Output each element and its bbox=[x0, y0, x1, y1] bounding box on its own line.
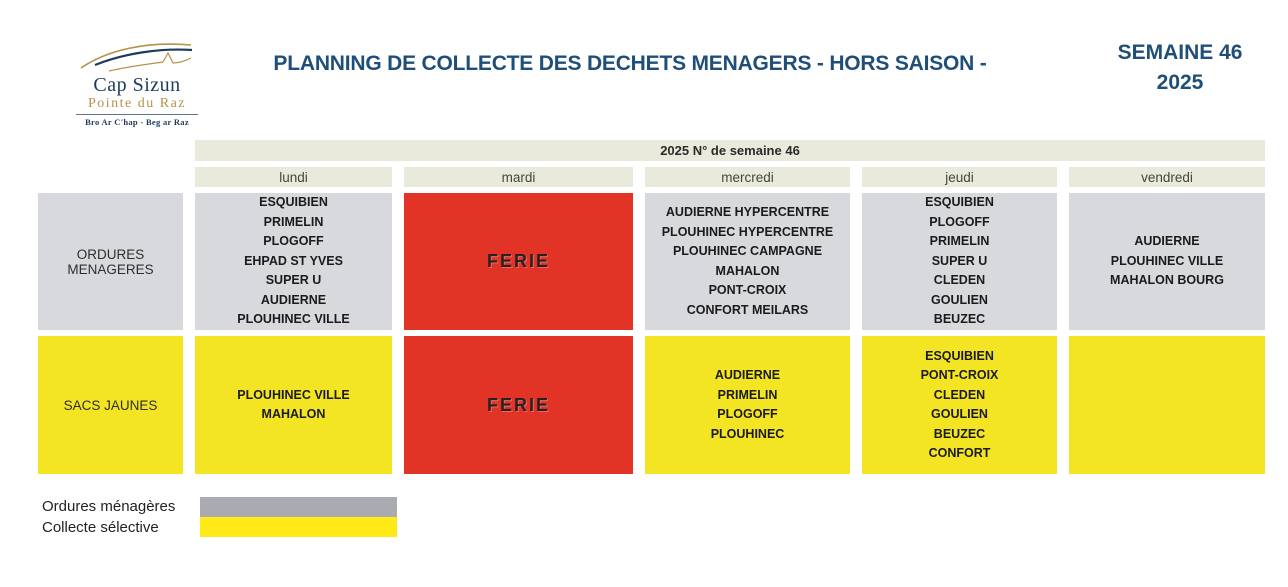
cell-ordures-vendredi bbox=[1069, 193, 1265, 330]
row-label-sacs_jaunes: SACS JAUNES bbox=[38, 336, 183, 474]
commune-name: AUDIERNE bbox=[1134, 234, 1200, 249]
week-label bbox=[1080, 38, 1280, 98]
week-number: SEMAINE 46 bbox=[1117, 41, 1243, 64]
commune-name: SUPER U bbox=[265, 273, 322, 288]
commune-name: PLOUHINEC VILLE bbox=[1110, 253, 1224, 268]
commune-name: PLOUHINEC VILLE bbox=[237, 387, 350, 402]
ferie-label: FERIE bbox=[486, 251, 550, 271]
commune-name: PLOGOFF bbox=[929, 214, 990, 229]
day-header-vendredi: vendredi bbox=[1069, 167, 1265, 187]
page-title: PLANNING DE COLLECTE DES DECHETS MENAGERS - HORS SAISON - bbox=[273, 52, 987, 75]
logo-name: Cap Sizun bbox=[93, 74, 181, 96]
commune-name: MAHALON bbox=[261, 407, 326, 421]
commune-name: PLOGOFF bbox=[717, 407, 778, 421]
logo-subtitle: Pointe du Raz bbox=[87, 96, 187, 111]
commune-name: PRIMELIN bbox=[263, 214, 324, 229]
commune-name: ESQUIBIEN bbox=[925, 348, 994, 363]
commune-name: PLOUHINEC bbox=[710, 426, 785, 441]
commune-name: CLEDEN bbox=[933, 387, 986, 402]
legend bbox=[42, 496, 175, 538]
ferie-label: FERIE bbox=[486, 394, 550, 415]
commune-name: EHPAD ST YVES bbox=[244, 253, 343, 268]
commune-name: AUDIERNE bbox=[714, 368, 781, 382]
cap-sizun-logo bbox=[72, 38, 202, 127]
commune-name: BEUZEC bbox=[933, 312, 986, 327]
commune-name: PRIMELIN bbox=[929, 234, 990, 249]
cell-ordures-mercredi bbox=[645, 193, 850, 330]
commune-name: SUPER U bbox=[931, 253, 988, 268]
planning-table bbox=[38, 140, 1265, 474]
commune-name: PLOGOFF bbox=[263, 234, 324, 249]
commune-name: ESQUIBIEN bbox=[925, 195, 994, 210]
day-header-mercredi: mercredi bbox=[645, 167, 850, 187]
commune-name: AUDIERNE bbox=[260, 292, 327, 307]
cell-ordures-lundi bbox=[195, 193, 392, 330]
logo-tagline: Bro Ar C'hap - Beg ar Raz bbox=[85, 117, 189, 127]
row-label-ordures: ORDURES MENAGERES bbox=[38, 193, 183, 330]
commune-name: GOULIEN bbox=[931, 292, 988, 307]
commune-name: CONFORT MEILARS bbox=[686, 302, 809, 317]
commune-name: PRIMELIN bbox=[717, 387, 778, 402]
cell-ordures-mardi bbox=[404, 193, 633, 330]
commune-name: AUDIERNE HYPERCENTRE bbox=[665, 205, 830, 219]
legend-label-ordures: Ordures ménagères bbox=[42, 498, 176, 515]
commune-name: GOULIEN bbox=[931, 407, 988, 421]
week-year: 2025 bbox=[1156, 71, 1204, 94]
commune-name: PLOUHINEC HYPERCENTRE bbox=[661, 224, 834, 239]
cell-sacs_jaunes-mardi bbox=[404, 336, 633, 474]
commune-name: MAHALON BOURG bbox=[1110, 273, 1224, 288]
table-banner: 2025 N° de semaine 46 bbox=[195, 140, 1265, 161]
commune-name: PONT-CROIX bbox=[920, 368, 999, 382]
cell-sacs_jaunes-jeudi bbox=[862, 336, 1057, 474]
commune-name: CONFORT bbox=[928, 446, 991, 460]
cell-sacs_jaunes-lundi bbox=[195, 336, 392, 474]
legend-swatches bbox=[200, 497, 397, 537]
day-header-jeudi: jeudi bbox=[862, 167, 1057, 187]
commune-name: BEUZEC bbox=[933, 426, 986, 441]
day-header-lundi: lundi bbox=[195, 167, 392, 187]
commune-name: PONT-CROIX bbox=[708, 283, 787, 297]
cell-sacs_jaunes-mercredi bbox=[645, 336, 850, 474]
yellow-swatch bbox=[200, 517, 397, 537]
legend-label-selective: Collecte sélective bbox=[42, 519, 159, 536]
commune-name: PLOUHINEC VILLE bbox=[237, 312, 350, 327]
commune-name: MAHALON bbox=[715, 263, 780, 278]
commune-name: CLEDEN bbox=[933, 273, 986, 288]
gray-swatch bbox=[200, 497, 397, 517]
commune-name: ESQUIBIEN bbox=[259, 195, 328, 210]
day-header-mardi: mardi bbox=[404, 167, 633, 187]
commune-name: PLOUHINEC CAMPAGNE bbox=[672, 244, 823, 258]
cell-sacs_jaunes-vendredi bbox=[1069, 336, 1265, 474]
coastline-swoosh-icon bbox=[79, 38, 195, 74]
cell-ordures-jeudi bbox=[862, 193, 1057, 330]
logo-divider bbox=[76, 114, 198, 115]
